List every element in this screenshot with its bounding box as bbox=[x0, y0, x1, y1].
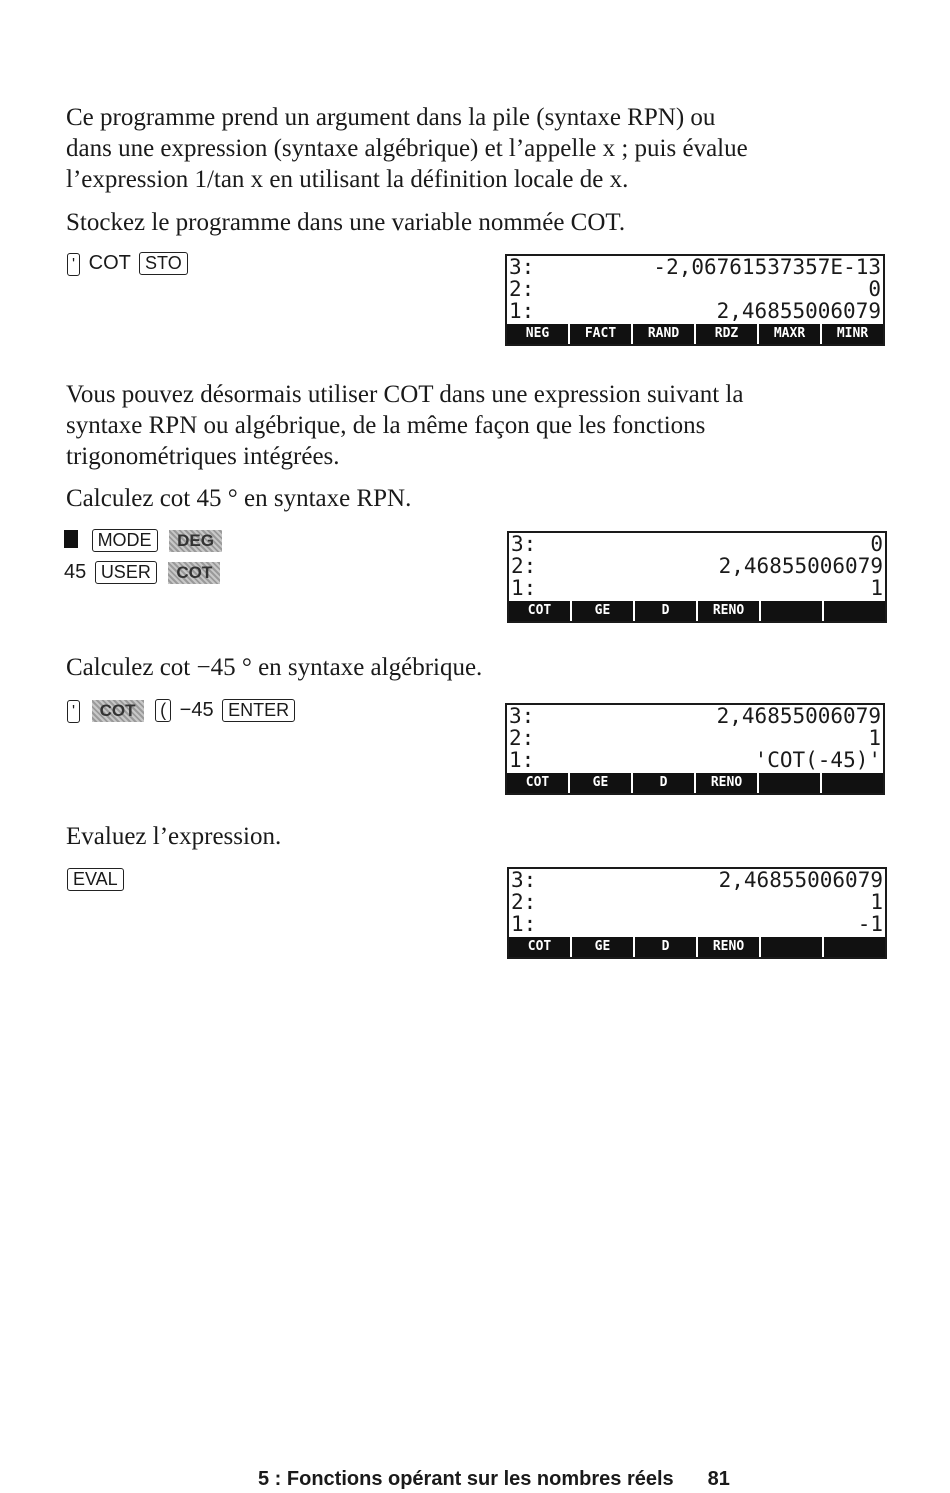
stack-row: 3: 2,46855006079 bbox=[509, 704, 881, 728]
usage-line-1: Vous pouvez désormais utiliser COT dans une expression suivant la bbox=[66, 381, 744, 408]
step1-keystrokes bbox=[64, 250, 191, 276]
shift-key[interactable] bbox=[64, 530, 78, 548]
calc-rpn-heading: Calculez cot 45 ° en syntaxe RPN. bbox=[66, 485, 412, 512]
cot-softkey[interactable]: COT bbox=[168, 562, 220, 584]
menu-key[interactable]: COT bbox=[509, 937, 572, 957]
stack-row: 2: 0 bbox=[509, 277, 881, 301]
menu-key[interactable]: MINR bbox=[836, 326, 869, 341]
menu-key[interactable]: RENO bbox=[698, 601, 761, 621]
menu-bar bbox=[509, 937, 885, 957]
user-key[interactable]: USER bbox=[95, 561, 157, 584]
mode-key[interactable]: MODE bbox=[92, 529, 158, 552]
stack-row: 2: 2,46855006079 bbox=[511, 554, 883, 578]
quote-key[interactable]: ' bbox=[67, 700, 80, 723]
menu-key[interactable]: COT bbox=[509, 601, 572, 621]
intro-line-1: Ce programme prend un argument dans la pile (syntaxe RPN) ou bbox=[66, 104, 716, 131]
stack-row: 3: 0 bbox=[511, 532, 883, 556]
menu-key[interactable]: MAXR bbox=[759, 324, 822, 344]
paren-key[interactable]: ( bbox=[155, 699, 171, 722]
menu-bar bbox=[507, 773, 883, 793]
menu-key[interactable]: D bbox=[633, 773, 696, 793]
number-minus-45: −45 bbox=[179, 699, 214, 721]
deg-softkey[interactable]: DEG bbox=[169, 530, 222, 552]
evaluate-heading: Evaluez l’expression. bbox=[66, 823, 282, 850]
calc-alg-heading: Calculez cot −45 ° en syntaxe algébrique. bbox=[66, 654, 483, 681]
menu-key[interactable] bbox=[822, 773, 883, 793]
stack-row: 2: 1 bbox=[511, 890, 883, 914]
menu-key[interactable] bbox=[761, 937, 824, 957]
stack-row: 1: 2,46855006079 bbox=[509, 299, 881, 323]
step2-line2 bbox=[64, 559, 223, 585]
cot-softkey[interactable]: COT bbox=[92, 700, 144, 722]
menu-key[interactable] bbox=[761, 601, 824, 621]
menu-key[interactable]: RENO bbox=[696, 773, 759, 793]
calculator-screen-3 bbox=[505, 703, 885, 795]
step2-line1 bbox=[64, 527, 225, 553]
menu-key[interactable]: GE bbox=[572, 601, 635, 621]
page-number: 81 bbox=[707, 1468, 730, 1490]
page-footer bbox=[258, 1468, 730, 1491]
usage-paragraph bbox=[66, 379, 896, 472]
stack-row: 1: 1 bbox=[511, 576, 883, 600]
chapter-title: 5 : Fonctions opérant sur les nombres réels bbox=[258, 1468, 674, 1490]
intro-paragraph bbox=[66, 102, 896, 195]
number-45: 45 bbox=[64, 561, 87, 583]
menu-key[interactable]: D bbox=[635, 937, 698, 957]
intro-line-3: l’expression 1/tan x en utilisant la définition locale de x. bbox=[66, 166, 629, 193]
stack-row: 3: -2,06761537357E-13 bbox=[509, 255, 881, 279]
step3-keystrokes bbox=[64, 697, 298, 723]
eval-key[interactable]: EVAL bbox=[67, 868, 124, 891]
enter-key[interactable]: ENTER bbox=[222, 699, 295, 722]
stack-row: 1: -1 bbox=[511, 912, 883, 936]
calculator-screen-2 bbox=[507, 531, 887, 623]
stack-row: 2: 1 bbox=[509, 726, 881, 750]
menu-key[interactable]: GE bbox=[570, 773, 633, 793]
menu-key[interactable] bbox=[824, 601, 885, 621]
stack-row: 1: 'COT(-45)' bbox=[509, 748, 881, 772]
store-instruction: Stockez le programme dans une variable nommée COT. bbox=[66, 209, 626, 236]
stack-row: 3: 2,46855006079 bbox=[511, 868, 883, 892]
menu-key[interactable]: RAND bbox=[633, 324, 696, 344]
usage-line-3: trigonométriques intégrées. bbox=[66, 443, 340, 470]
calculator-screen-4 bbox=[507, 867, 887, 959]
intro-line-2: dans une expression (syntaxe algébrique) et l’appelle x ; puis évalue bbox=[66, 135, 748, 162]
quote-key[interactable]: ' bbox=[67, 253, 80, 276]
sto-key[interactable]: STO bbox=[139, 252, 188, 275]
menu-key[interactable]: COT bbox=[507, 773, 570, 793]
step4-keystrokes bbox=[64, 866, 127, 892]
menu-key[interactable] bbox=[824, 937, 885, 957]
step1-text: COT bbox=[88, 252, 131, 274]
menu-bar bbox=[509, 601, 885, 621]
calculator-screen-1 bbox=[505, 254, 885, 346]
menu-key[interactable]: GE bbox=[572, 937, 635, 957]
menu-key[interactable] bbox=[759, 773, 822, 793]
menu-key[interactable]: RDZ bbox=[696, 324, 759, 344]
menu-key[interactable]: FACT bbox=[570, 324, 633, 344]
menu-key[interactable]: RENO bbox=[698, 937, 761, 957]
usage-line-2: syntaxe RPN ou algébrique, de la même façon que les fonctions bbox=[66, 412, 706, 439]
menu-key[interactable]: D bbox=[635, 601, 698, 621]
menu-bar bbox=[507, 324, 883, 344]
menu-key[interactable]: NEG bbox=[507, 324, 570, 344]
